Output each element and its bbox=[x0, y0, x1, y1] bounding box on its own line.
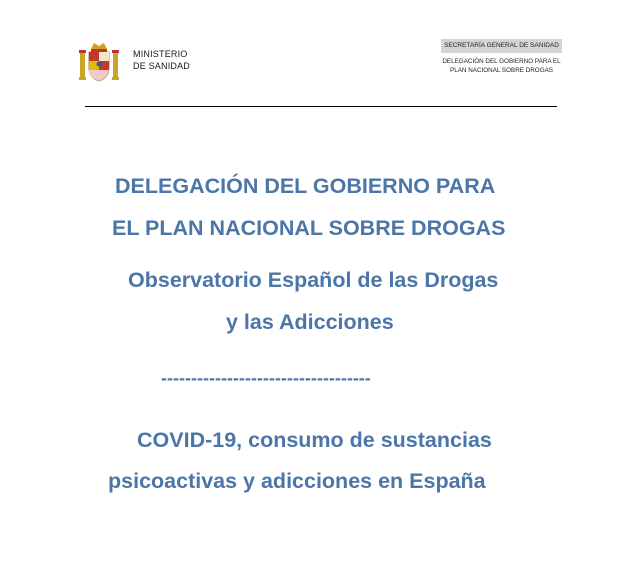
ministry-line-1: MINISTERIO bbox=[133, 49, 188, 59]
delegation-line-2: PLAN NACIONAL SOBRE DROGAS bbox=[450, 67, 553, 74]
ministry-name bbox=[133, 48, 190, 72]
observatory-line-1: Observatorio Español de las Drogas bbox=[128, 268, 499, 292]
secretariat-badge: SECRETARÍA GENERAL DE SANIDAD bbox=[441, 39, 562, 53]
report-title-line-1: COVID-19, consumo de sustancias bbox=[137, 428, 492, 452]
title-line-2: EL PLAN NACIONAL SOBRE DROGAS bbox=[112, 216, 506, 240]
coat-of-arms-logo bbox=[78, 40, 120, 84]
dashed-separator: ----------------------------------- bbox=[161, 368, 371, 388]
report-title-line-2: psicoactivas y adicciones en España bbox=[108, 469, 486, 493]
title-line-1: DELEGACIÓN DEL GOBIERNO PARA bbox=[115, 174, 496, 198]
delegation-line-1: DELEGACIÓN DEL GOBIERNO PARA EL bbox=[442, 58, 561, 65]
delegation-subtitle bbox=[441, 57, 562, 75]
ministry-line-2: DE SANIDAD bbox=[133, 61, 191, 71]
header-divider bbox=[85, 106, 557, 107]
observatory-line-2: y las Adicciones bbox=[226, 310, 394, 334]
